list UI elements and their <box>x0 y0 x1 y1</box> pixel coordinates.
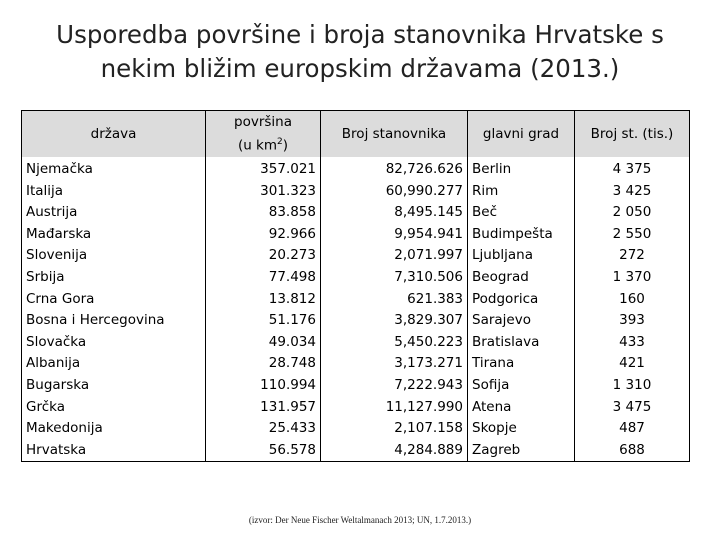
cell-capital-population: 2 050 <box>575 202 690 224</box>
page-title-line-2: nekim bližim europskim državama (2013.) <box>100 54 620 83</box>
table-row <box>22 224 690 246</box>
table-row <box>22 267 690 289</box>
cell-area: 110.994 <box>206 375 321 397</box>
cell-population: 8,495.145 <box>321 202 468 224</box>
cell-area: 51.176 <box>206 310 321 332</box>
cell-area: 92.966 <box>206 224 321 246</box>
cell-population: 60,990.277 <box>321 181 468 203</box>
cell-capital-population: 421 <box>575 353 690 375</box>
cell-area: 49.034 <box>206 332 321 354</box>
header-area-unit-superscript: 2 <box>277 137 283 148</box>
header-area-unit-prefix: (u km <box>237 137 278 154</box>
cell-capital: Zagreb <box>468 440 575 462</box>
page-title <box>30 18 690 86</box>
cell-population: 5,450.223 <box>321 332 468 354</box>
cell-capital: Skopje <box>468 418 575 440</box>
header-area <box>206 111 321 158</box>
cell-country: Makedonija <box>22 418 206 440</box>
cell-country: Albanija <box>22 353 206 375</box>
table-body <box>22 157 690 462</box>
cell-capital-population: 433 <box>575 332 690 354</box>
table-row <box>22 375 690 397</box>
table-row <box>22 332 690 354</box>
header-country: država <box>22 111 206 158</box>
cell-area: 28.748 <box>206 353 321 375</box>
cell-population: 9,954.941 <box>321 224 468 246</box>
cell-capital: Sarajevo <box>468 310 575 332</box>
cell-population: 7,310.506 <box>321 267 468 289</box>
countries-table <box>21 110 690 462</box>
cell-population: 2,107.158 <box>321 418 468 440</box>
cell-country: Grčka <box>22 397 206 419</box>
table-row <box>22 245 690 267</box>
header-capital-population: Broj st. (tis.) <box>575 111 690 158</box>
cell-capital: Rim <box>468 181 575 203</box>
cell-country: Srbija <box>22 267 206 289</box>
cell-capital-population: 393 <box>575 310 690 332</box>
cell-capital-population: 4 375 <box>575 157 690 181</box>
header-area-unit-suffix: ) <box>282 137 289 154</box>
cell-capital-population: 1 310 <box>575 375 690 397</box>
cell-country: Njemačka <box>22 157 206 181</box>
header-area-line-1: površina <box>234 114 292 131</box>
cell-country: Bosna i Hercegovina <box>22 310 206 332</box>
cell-capital-population: 160 <box>575 289 690 311</box>
source-note: (izvor: Der Neue Fischer Weltalmanach 2013; UN, 1.7.2013.) <box>248 515 472 525</box>
cell-area: 77.498 <box>206 267 321 289</box>
cell-capital-population: 272 <box>575 245 690 267</box>
cell-population: 82,726.626 <box>321 157 468 181</box>
cell-population: 3,173.271 <box>321 353 468 375</box>
header-capital: glavni grad <box>468 111 575 158</box>
cell-population: 3,829.307 <box>321 310 468 332</box>
header-population: Broj stanovnika <box>321 111 468 158</box>
table-row <box>22 353 690 375</box>
header-area-line-2 <box>206 132 320 156</box>
cell-capital: Atena <box>468 397 575 419</box>
cell-country: Slovačka <box>22 332 206 354</box>
cell-area: 131.957 <box>206 397 321 419</box>
page-title-line-1: Usporedba površine i broja stanovnika Hrvatske s <box>56 20 664 49</box>
cell-country: Austrija <box>22 202 206 224</box>
cell-population: 4,284.889 <box>321 440 468 462</box>
cell-capital: Berlin <box>468 157 575 181</box>
cell-capital: Bratislava <box>468 332 575 354</box>
cell-capital: Beč <box>468 202 575 224</box>
cell-capital-population: 3 425 <box>575 181 690 203</box>
cell-capital: Sofija <box>468 375 575 397</box>
cell-capital-population: 2 550 <box>575 224 690 246</box>
cell-capital: Ljubljana <box>468 245 575 267</box>
cell-country: Hrvatska <box>22 440 206 462</box>
table-row <box>22 202 690 224</box>
table-row <box>22 289 690 311</box>
table-row <box>22 440 690 462</box>
cell-capital-population: 688 <box>575 440 690 462</box>
cell-population: 2,071.997 <box>321 245 468 267</box>
table-row <box>22 310 690 332</box>
cell-country: Crna Gora <box>22 289 206 311</box>
cell-area: 357.021 <box>206 157 321 181</box>
cell-capital-population: 1 370 <box>575 267 690 289</box>
cell-country: Italija <box>22 181 206 203</box>
table-row <box>22 418 690 440</box>
cell-capital: Tirana <box>468 353 575 375</box>
cell-population: 11,127.990 <box>321 397 468 419</box>
cell-area: 301.323 <box>206 181 321 203</box>
cell-area: 83.858 <box>206 202 321 224</box>
cell-country: Mađarska <box>22 224 206 246</box>
cell-area: 20.273 <box>206 245 321 267</box>
cell-area: 25.433 <box>206 418 321 440</box>
cell-population: 7,222.943 <box>321 375 468 397</box>
table-row <box>22 181 690 203</box>
cell-capital: Beograd <box>468 267 575 289</box>
cell-country: Slovenija <box>22 245 206 267</box>
cell-capital: Budimpešta <box>468 224 575 246</box>
table-row <box>22 397 690 419</box>
cell-capital: Podgorica <box>468 289 575 311</box>
cell-capital-population: 487 <box>575 418 690 440</box>
cell-capital-population: 3 475 <box>575 397 690 419</box>
cell-area: 13.812 <box>206 289 321 311</box>
cell-area: 56.578 <box>206 440 321 462</box>
table-header-row <box>22 111 690 158</box>
cell-population: 621.383 <box>321 289 468 311</box>
cell-country: Bugarska <box>22 375 206 397</box>
table-row <box>22 157 690 181</box>
